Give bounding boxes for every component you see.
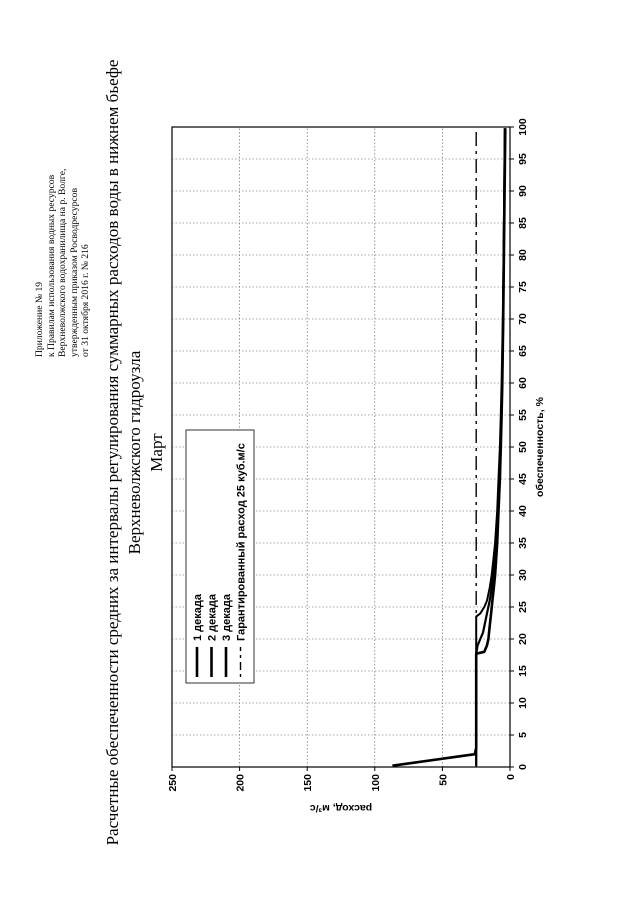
legend [186,430,254,683]
x-tick-label: 75 [517,281,529,293]
x-tick-label: 0 [517,764,529,770]
x-tick-label: 50 [517,441,529,453]
x-tick-label: 85 [517,217,529,229]
x-tick-label: 5 [517,732,529,738]
legend-label: 1 декада [192,594,204,641]
note-line: от 31 октября 2016 г. № 216 [80,244,91,357]
x-tick-label: 80 [517,249,529,261]
chart-subtitle: Верхневолжского гидроузла [125,350,144,555]
note-line: к Правилам использования водных ресурсов [45,174,57,357]
x-tick-label: 40 [517,505,529,517]
x-tick-label: 60 [517,377,529,389]
x-tick-label: 15 [517,665,529,677]
x-tick-label: 95 [517,153,529,165]
y-tick-label: 100 [369,774,382,792]
note-line: Приложение № 19 [34,281,45,357]
x-tick-label: 30 [517,569,529,581]
y-axis-label: расход, м³/с [309,802,373,814]
x-tick-label: 35 [517,537,529,549]
month-label: Март [147,433,166,472]
x-tick-label: 55 [517,409,529,421]
x-tick-label: 90 [517,185,529,197]
legend-label: Гарантированный расход 25 куб.м/с [235,443,248,641]
x-tick-label: 25 [517,601,529,613]
x-tick-label: 70 [517,313,529,325]
note-line: утвержденным приказом Росводресурсов [68,188,80,357]
y-tick-label: 0 [505,774,517,780]
legend-label: 2 декада [206,594,219,641]
y-tick-label: 250 [167,774,179,792]
x-axis-label: обеспеченность, % [534,397,546,497]
x-tick-label: 10 [517,697,529,709]
y-tick-label: 150 [302,774,315,792]
chart-title: Расчетные обеспеченности средних за интервалы регулирования суммарных расходов воды в нижнем бьефе [103,59,122,846]
note-line: Верхневолжского водохранилища на р. Волге, [57,168,68,357]
legend-label: 3 декада [221,594,233,641]
y-tick-label: 200 [234,774,247,792]
x-tick-label: 65 [517,345,529,357]
x-tick-label: 45 [517,473,529,485]
x-tick-label: 20 [517,633,529,645]
y-tick-label: 50 [437,774,450,786]
x-tick-label: 100 [517,118,529,136]
